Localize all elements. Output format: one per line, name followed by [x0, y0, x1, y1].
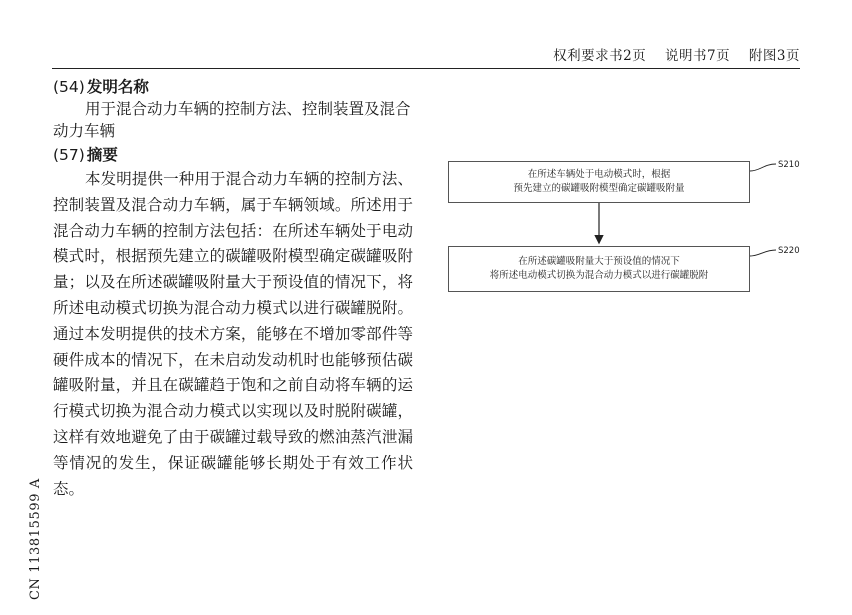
step-s220-text-line1: 在所述碳罐吸附量大于预设值的情况下 — [518, 256, 680, 267]
flowchart-step-s220 — [448, 246, 750, 292]
drawings-page-count: 附图3页 — [748, 48, 800, 64]
invention-title: 用于混合动力车辆的控制方法、控制装置及混合动力车辆 — [53, 100, 411, 140]
flowchart-step-s210 — [448, 161, 750, 203]
claims-page-count: 权利要求书2页 — [553, 48, 647, 64]
step-s220-text-line2: 将所述电动模式切换为混合动力模式以进行碳罐脱附 — [489, 270, 709, 281]
step-s210-text-line2: 预先建立的碳罐吸附模型确定碳罐吸附量 — [513, 183, 685, 194]
step-s210-label: S210 — [778, 160, 800, 170]
step-s220-label: S220 — [778, 246, 800, 256]
abstract-section-number: (57) — [53, 146, 85, 164]
description-page-count: 说明书7页 — [665, 48, 731, 64]
step-s220-leader-line — [750, 250, 776, 256]
title-section-label: 发明名称 — [86, 78, 149, 96]
abstract-section-label: 摘要 — [86, 146, 118, 164]
publication-number: CN 113815599 A — [28, 478, 43, 600]
abstract-text: 本发明提供一种用于混合动力车辆的控制方法、控制装置及混合动力车辆，属于车辆领域。所述用于混合动力车辆的控制方法包括：在所述车辆处于电动模式时，根据预先建立的碳罐吸附模型确定碳罐吸附量；以及在所述碳罐吸附量大于预设值的情况下，将所述电动模式切换为混合动力模式以进行碳罐脱附。通过本发明提供的技术方案，能够在不增加零部件等硬件成本的情况下，在未启动发动机时也能够预估碳罐吸附量，并且在碳罐趋于饱和之前自动将车辆的运行模式切换为混合动力模式以实现以及时脱附碳罐，这样有效地避免了由于碳罐过载导致的燃油蒸汽泄漏等情况的发生，保证碳罐能够长期处于有效工作状态。 — [53, 170, 413, 498]
title-section-number: (54) — [53, 78, 85, 96]
step-s210-text-line1: 在所述车辆处于电动模式时，根据 — [527, 169, 671, 180]
step-s210-leader-line — [750, 164, 776, 171]
